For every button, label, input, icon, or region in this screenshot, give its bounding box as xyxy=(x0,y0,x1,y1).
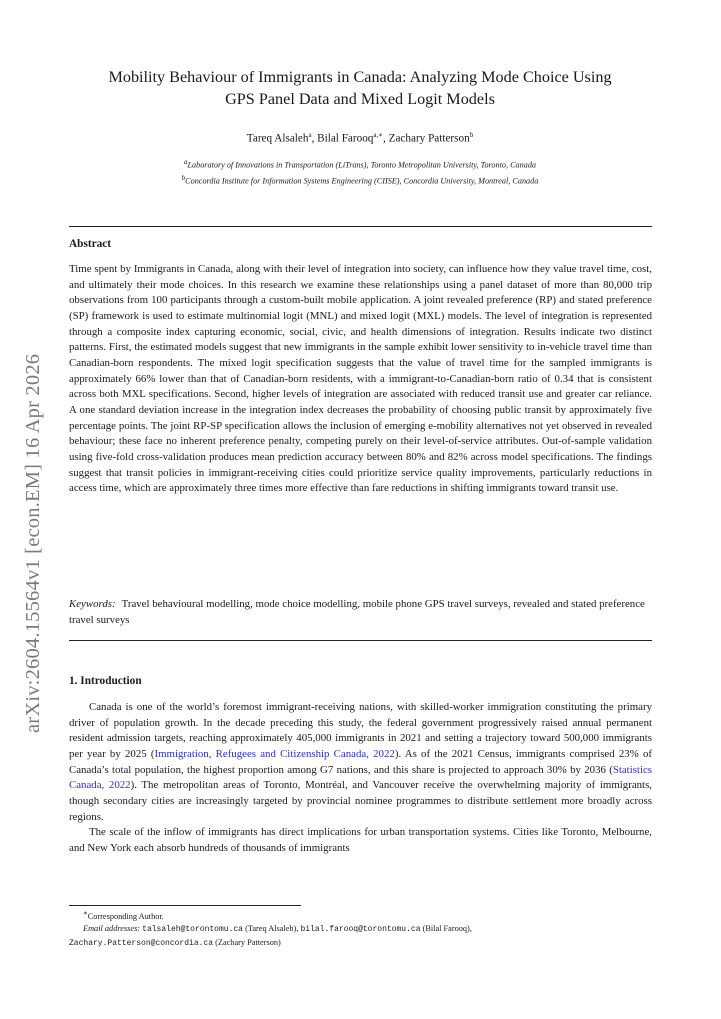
keywords-text: Travel behavioural modelling, mode choice modelling, mobile phone GPS travel surveys, revealed and stated preference travel surveys xyxy=(69,598,645,626)
abstract-body: Time spent by Immigrants in Canada, along with their level of integration into society, can influence how they value travel time, cost, and ultimately their mode choices. In this research we examine these relationships using a panel dataset of more than 80,000 trip observations from 100 participants through a custom-built mobile application. A joint revealed preference (RP) and stated preference (SP) framework is used to estimate multinomial logit (MNL) and mixed logit (MXL) models. The level of integration is represented through a composite index capturing economic, social, civic, and health dimensions of integration. Results indicate two distinct patterns. First, the estimated models suggest that new immigrants in the sample exhibit lower sensitivity to in-vehicle travel time than Canadian-born respondents. The mixed logit specification suggests that the value of travel time for the sampled immigrants is approximately 66% lower than that of Canadian-born residents, with a immigrant-to-Canadian-born ratio of 0.34 that is consistent across both MXL specifications. Second, higher levels of integration are associated with reduced transit use and greater car reliance. A one standard deviation increase in the integration index decreases the probability of choosing public transit by approximately five percentage points. The joint RP-SP specification allows the inclusion of emerging e-mobility alternatives not yet observed in revealed behaviour; these face no inherent preference penalty, competing purely on their level-of-service attributes. Out-of-sample validation using five-fold cross-validation produces mean prediction accuracy between 80% and 82% across model specifications. The findings suggest that transit policies in immigrant-receiving cities could prioritize service quality improvements, particularly reductions in access time, which are approximately three times more effective than fare reductions in shifting immigrants toward transit use. xyxy=(69,263,652,495)
email-owner: (Zachary Patterson) xyxy=(215,937,281,947)
author-name: Tareq Alsaleh xyxy=(246,132,309,145)
arxiv-identifier: arXiv:2604.15564v1 [econ.EM] 16 Apr 2026 xyxy=(22,353,44,733)
affiliation-mark: a xyxy=(183,158,188,166)
footnote-text: Corresponding Author. xyxy=(87,911,164,921)
author-affil-mark: a xyxy=(308,131,312,139)
email-owner: (Bilal Farooq), xyxy=(422,924,472,934)
citation-link[interactable]: Statistics Canada, 2022 xyxy=(69,763,652,792)
author-list: Tareq Alsaleh$^a$, Bilal Farooq$^{a,∗}$, Zachary Patterson$^b$ xyxy=(246,131,474,145)
introduction-body xyxy=(69,700,652,857)
email-link[interactable]: bilal.farooq@torontomu.ca xyxy=(300,925,421,935)
citation-link[interactable]: Immigration, Refugees and Citizenship Canada, 2022 xyxy=(154,747,395,760)
abstract-bottom-rule xyxy=(69,640,652,641)
author-affil-mark: a,∗ xyxy=(373,131,384,139)
keywords-label: Keywords: xyxy=(69,598,116,610)
email-owner: (Tareq Alsaleh), xyxy=(245,924,299,934)
title-line-2: GPS Panel Data and Mixed Logit Models xyxy=(225,90,495,108)
affiliation xyxy=(60,172,660,188)
footnote-rule xyxy=(69,905,301,906)
footnote-corresponding: ∗Corresponding Author. xyxy=(83,910,164,921)
email-link[interactable]: Zachary.Patterson@concordia.ca xyxy=(69,938,214,948)
affiliation xyxy=(60,156,660,172)
keywords xyxy=(69,597,652,628)
paragraph-text: ). The metropolitan areas of Toronto, Montréal, and Vancouver receive the overwhelming majority of immigrants, though secondary cities are increasingly targeted by provincial nominee programmes to distribute settlement more broadly across regions. xyxy=(69,779,652,823)
abstract-top-rule xyxy=(69,226,652,227)
paragraph: The scale of the inflow of immigrants has direct implications for urban transportation systems. Cities like Toronto, Melbourne, and New York each absorb hundreds of thousands of immigrants xyxy=(69,826,652,854)
footnotes xyxy=(69,908,652,950)
author-name: Bilal Farooq xyxy=(317,132,374,145)
affiliation-text: Concordia Institute for Information Systems Engineering (CIISE), Concordia University, Montreal, Canada xyxy=(185,176,539,186)
author-affil-mark: b xyxy=(469,131,474,139)
title-line-1: Mobility Behaviour of Immigrants in Canada: Analyzing Mode Choice Using xyxy=(108,68,612,86)
email-label: Email addresses: xyxy=(83,924,141,934)
paragraph xyxy=(69,700,652,825)
section-heading-introduction: 1. Introduction xyxy=(69,675,142,687)
footnote-emails-cont xyxy=(69,937,652,951)
author-name: Zachary Patterson xyxy=(388,132,470,145)
footnote-emails xyxy=(69,923,652,937)
email-link[interactable]: talsaleh@torontomu.ca xyxy=(142,925,243,935)
abstract-heading: Abstract xyxy=(69,238,112,250)
affiliation-text: Laboratory of Innovations in Transportation (LiTrans), Toronto Metropolitan University, Toronto, Canada xyxy=(187,160,537,170)
paper-title xyxy=(60,66,660,110)
paragraph-text: ). As of the 2021 Census, immigrants comprised 23% of Canada’s total population, the highest proportion among G7 nations, and this share is projected to approach 30% by 2036 ( xyxy=(69,747,653,776)
affiliations xyxy=(60,156,660,188)
paragraph-text: Canada is one of the world’s foremost immigrant-receiving nations, with skilled-worker immigration constituting the primary driver of population growth. In the decade preceding this study, the federal government progressively raised annual permanent resident admission targets, reaching approximately 405,000 immigrants in 2021 and setting a trajectory toward 500,000 immigrants per year by 2025 ( xyxy=(69,701,652,760)
affiliation-mark: b xyxy=(181,174,186,183)
